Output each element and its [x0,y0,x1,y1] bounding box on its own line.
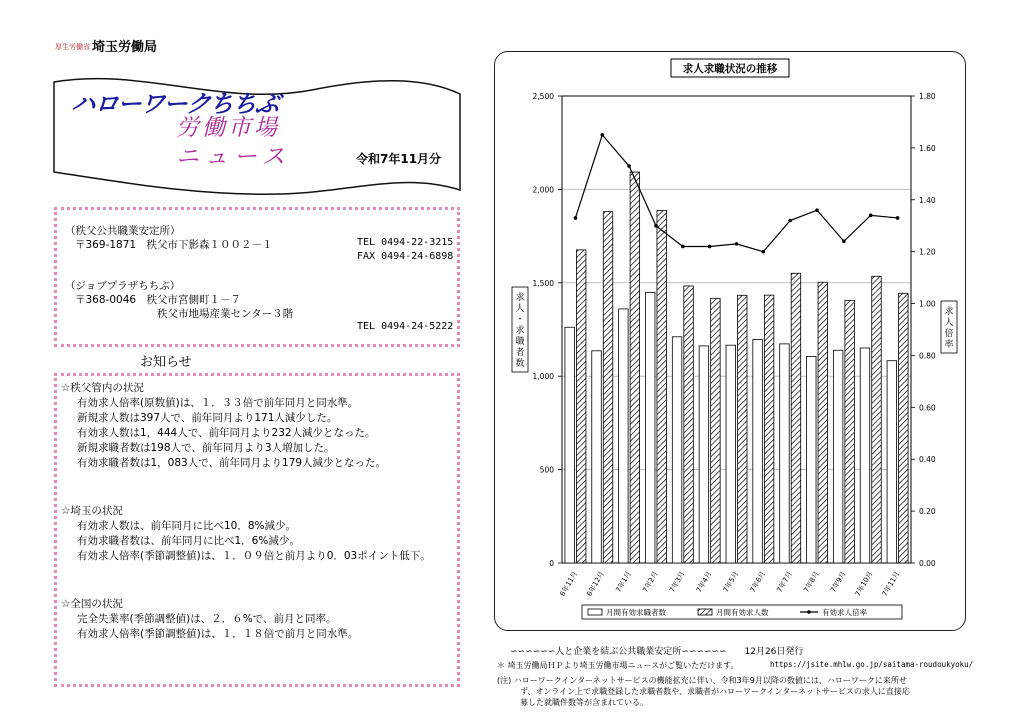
office-info-box [54,207,460,347]
ratio-line [575,135,897,252]
mhlw-logo: 厚生労働省 [55,43,90,51]
news-title: ニュース [176,144,291,170]
saitama-status-heading: ☆埼玉の状況 [61,505,123,517]
office-name: （秩父公共職業安定所） [65,225,181,237]
jobplaza-tel: TEL 0494-24-5222 [357,321,454,332]
bar-job-openings [899,293,909,563]
legend-label-openings: 月間有効求人数 [716,608,769,617]
bar-job-seekers [807,356,817,563]
x-tick-label: 7年10月 [853,570,875,598]
bar-job-openings [711,298,721,563]
x-tick-label: 7年7月 [775,570,794,594]
y-tick-left: 500 [539,465,554,475]
office-fax: FAX 0494-24-6898 [357,251,454,262]
x-tick-label: 7年5月 [721,570,741,594]
plot-area [562,96,911,563]
report-period: 令和7年11月分 [356,152,442,166]
y-tick-right: 0.40 [919,455,936,465]
bureau-name: 埼玉労働局 [92,40,158,55]
notice-line: 新規求職者数は198人で、前年同月より3人増加した。 [77,442,335,454]
y-tick-right: 0.60 [919,403,936,413]
y-tick-right: 0.80 [919,351,936,361]
jobplaza-address: 〒368-0046 秩父市宮側町１－７ [75,294,242,306]
notice-line: 有効求人数は、前年同月に比べ10．8%減少。 [77,520,297,532]
x-tick-label: 6年11月 [558,570,580,598]
legend-swatch-ratio-point [807,610,811,614]
bar-job-openings [603,212,613,563]
bar-job-seekers [619,309,629,563]
jobplaza-address-building: 秩父市地場産業センター３階 [157,308,294,320]
national-status-heading: ☆全国の状況 [61,598,123,610]
bar-job-seekers [860,348,870,563]
footnote-line: ず、オンライン上で求職登録した求職者数や、求職者がハローワークインターネットサービスの求人に直接応 [520,687,910,696]
legend-label-seekers: 月間有効求職者数 [606,608,666,617]
bar-job-openings [791,273,801,563]
x-tick-label: 7年4月 [694,570,714,594]
bar-job-seekers [565,327,575,563]
bar-job-openings [845,300,855,563]
jobplaza-name: （ジョブプラザちちぶ） [65,280,181,292]
hp-url[interactable]: https://jsite.mhlw.go.jp/saitama-roudoukyoku/ [770,660,974,669]
notice-line: 完全失業率(季節調整値)は、２．６%で、前月と同率。 [77,613,337,625]
bar-job-openings [576,250,586,563]
ratio-point [869,214,873,218]
x-tick-label: 7年9月 [829,570,848,594]
notice-line: 有効求人倍率(季節調整値)は、１．１８倍で前月と同水準。 [77,628,359,640]
y-tick-right: 1.60 [919,143,936,153]
ratio-point [815,208,819,212]
x-tick-label: 7年2月 [641,570,660,594]
bar-job-seekers [753,339,763,563]
footnote-line: (注) ハローワークインターネットサービスの機能拡充に伴い、令和3年9月以降の数値には、ハローワークに来所せ [497,676,907,685]
bar-job-seekers [887,361,897,563]
y-tick-right: 1.80 [919,92,936,101]
office-address: 〒369-1871 秩父市下影森１００２－１ [75,239,273,251]
notice-line: 有効求職者数は1，083人で、前年同月より179人減少となった。 [77,457,387,469]
bar-job-seekers [726,345,736,563]
bar-job-openings [684,286,694,563]
y-tick-right: 0.20 [919,507,936,517]
job-trend-chart [494,51,966,631]
chart-title: 求人求職状況の推移 [682,63,778,75]
legend-swatch-openings [698,609,712,615]
x-tick-label: 7年8月 [802,570,821,594]
bar-job-seekers [833,350,843,563]
ratio-point [735,242,739,246]
ratio-point [788,219,792,223]
office-tel: TEL 0494-22-3215 [357,237,454,248]
bar-job-openings [818,282,828,563]
bar-job-seekers [780,344,790,563]
bar-job-seekers [592,351,602,563]
footnote-line: 募した就職件数等が含まれている。 [520,698,648,707]
tagline-issue-date: ∽∽∽∽∽∽人と企業を結ぶ公共職業安定所∽∽∽∽∽∽ 12月26日発行 [510,647,804,657]
bar-job-seekers [672,337,682,563]
chichibu-status-heading: ☆秩父管内の状況 [61,382,144,394]
notice-line: 新規求人数は397人で、前年同月より171人減少した。 [77,412,338,424]
legend-swatch-seekers [588,609,602,615]
ratio-point [627,164,631,168]
labor-market-title: 労働市場 [176,115,280,141]
ratio-point [896,216,900,220]
y-tick-right: 1.20 [919,247,936,257]
ratio-point [842,239,846,243]
y-tick-left: 1,000 [532,372,554,382]
x-tick-label: 7年3月 [668,570,687,594]
ratio-point [708,245,712,249]
notices-box [54,373,460,687]
notices-heading: お知らせ [140,355,192,370]
y-tick-left: 0 [549,559,554,568]
y-axis-label-left: 求人・求職者数 [515,293,525,369]
y-tick-left: 1,500 [532,278,554,288]
legend-label-ratio: 有効求人倍率 [822,608,867,617]
bar-job-openings [630,172,640,563]
y-tick-left: 2,500 [532,92,554,101]
bar-job-openings [738,295,748,563]
bar-job-seekers [699,346,709,563]
ratio-point [654,224,658,228]
notice-line: 有効求職者数は、前年同月に比べ1．6%減少。 [77,535,300,547]
y-tick-left: 2,000 [532,185,554,195]
bar-job-openings [872,276,882,563]
ratio-point [681,245,685,249]
hp-note: ＊ 埼玉労働局ＨＰより埼玉労働市場ニュースがご覧いただけます。 [497,661,739,670]
bar-job-seekers [645,292,655,563]
hellowork-title: ハローワークちちぶ [69,90,281,118]
ratio-point [574,216,578,220]
notice-line: 有効求人倍率(季節調整値)は、１．０９倍と前月より0．03ポイント低下。 [77,550,431,562]
notice-line: 有効求人倍率(原数値)は、１．３３倍で前年同月と同水準。 [77,397,359,409]
notice-line: 有効求人数は1，444人で、前年同月より232人減少となった。 [77,427,376,439]
bar-job-openings [764,295,774,563]
ratio-point [600,133,604,137]
y-axis-label-right: 求人倍率 [944,307,954,350]
x-tick-label: 7年6月 [748,570,768,594]
x-tick-label: 6年12月 [585,570,607,598]
y-tick-right: 1.40 [919,195,936,205]
y-tick-right: 0.00 [919,559,936,568]
x-tick-label: 7年1月 [614,570,633,594]
ratio-point [762,250,766,254]
y-tick-right: 1.00 [919,299,936,309]
x-tick-label: 7年11月 [880,570,902,598]
bar-job-openings [657,211,667,563]
